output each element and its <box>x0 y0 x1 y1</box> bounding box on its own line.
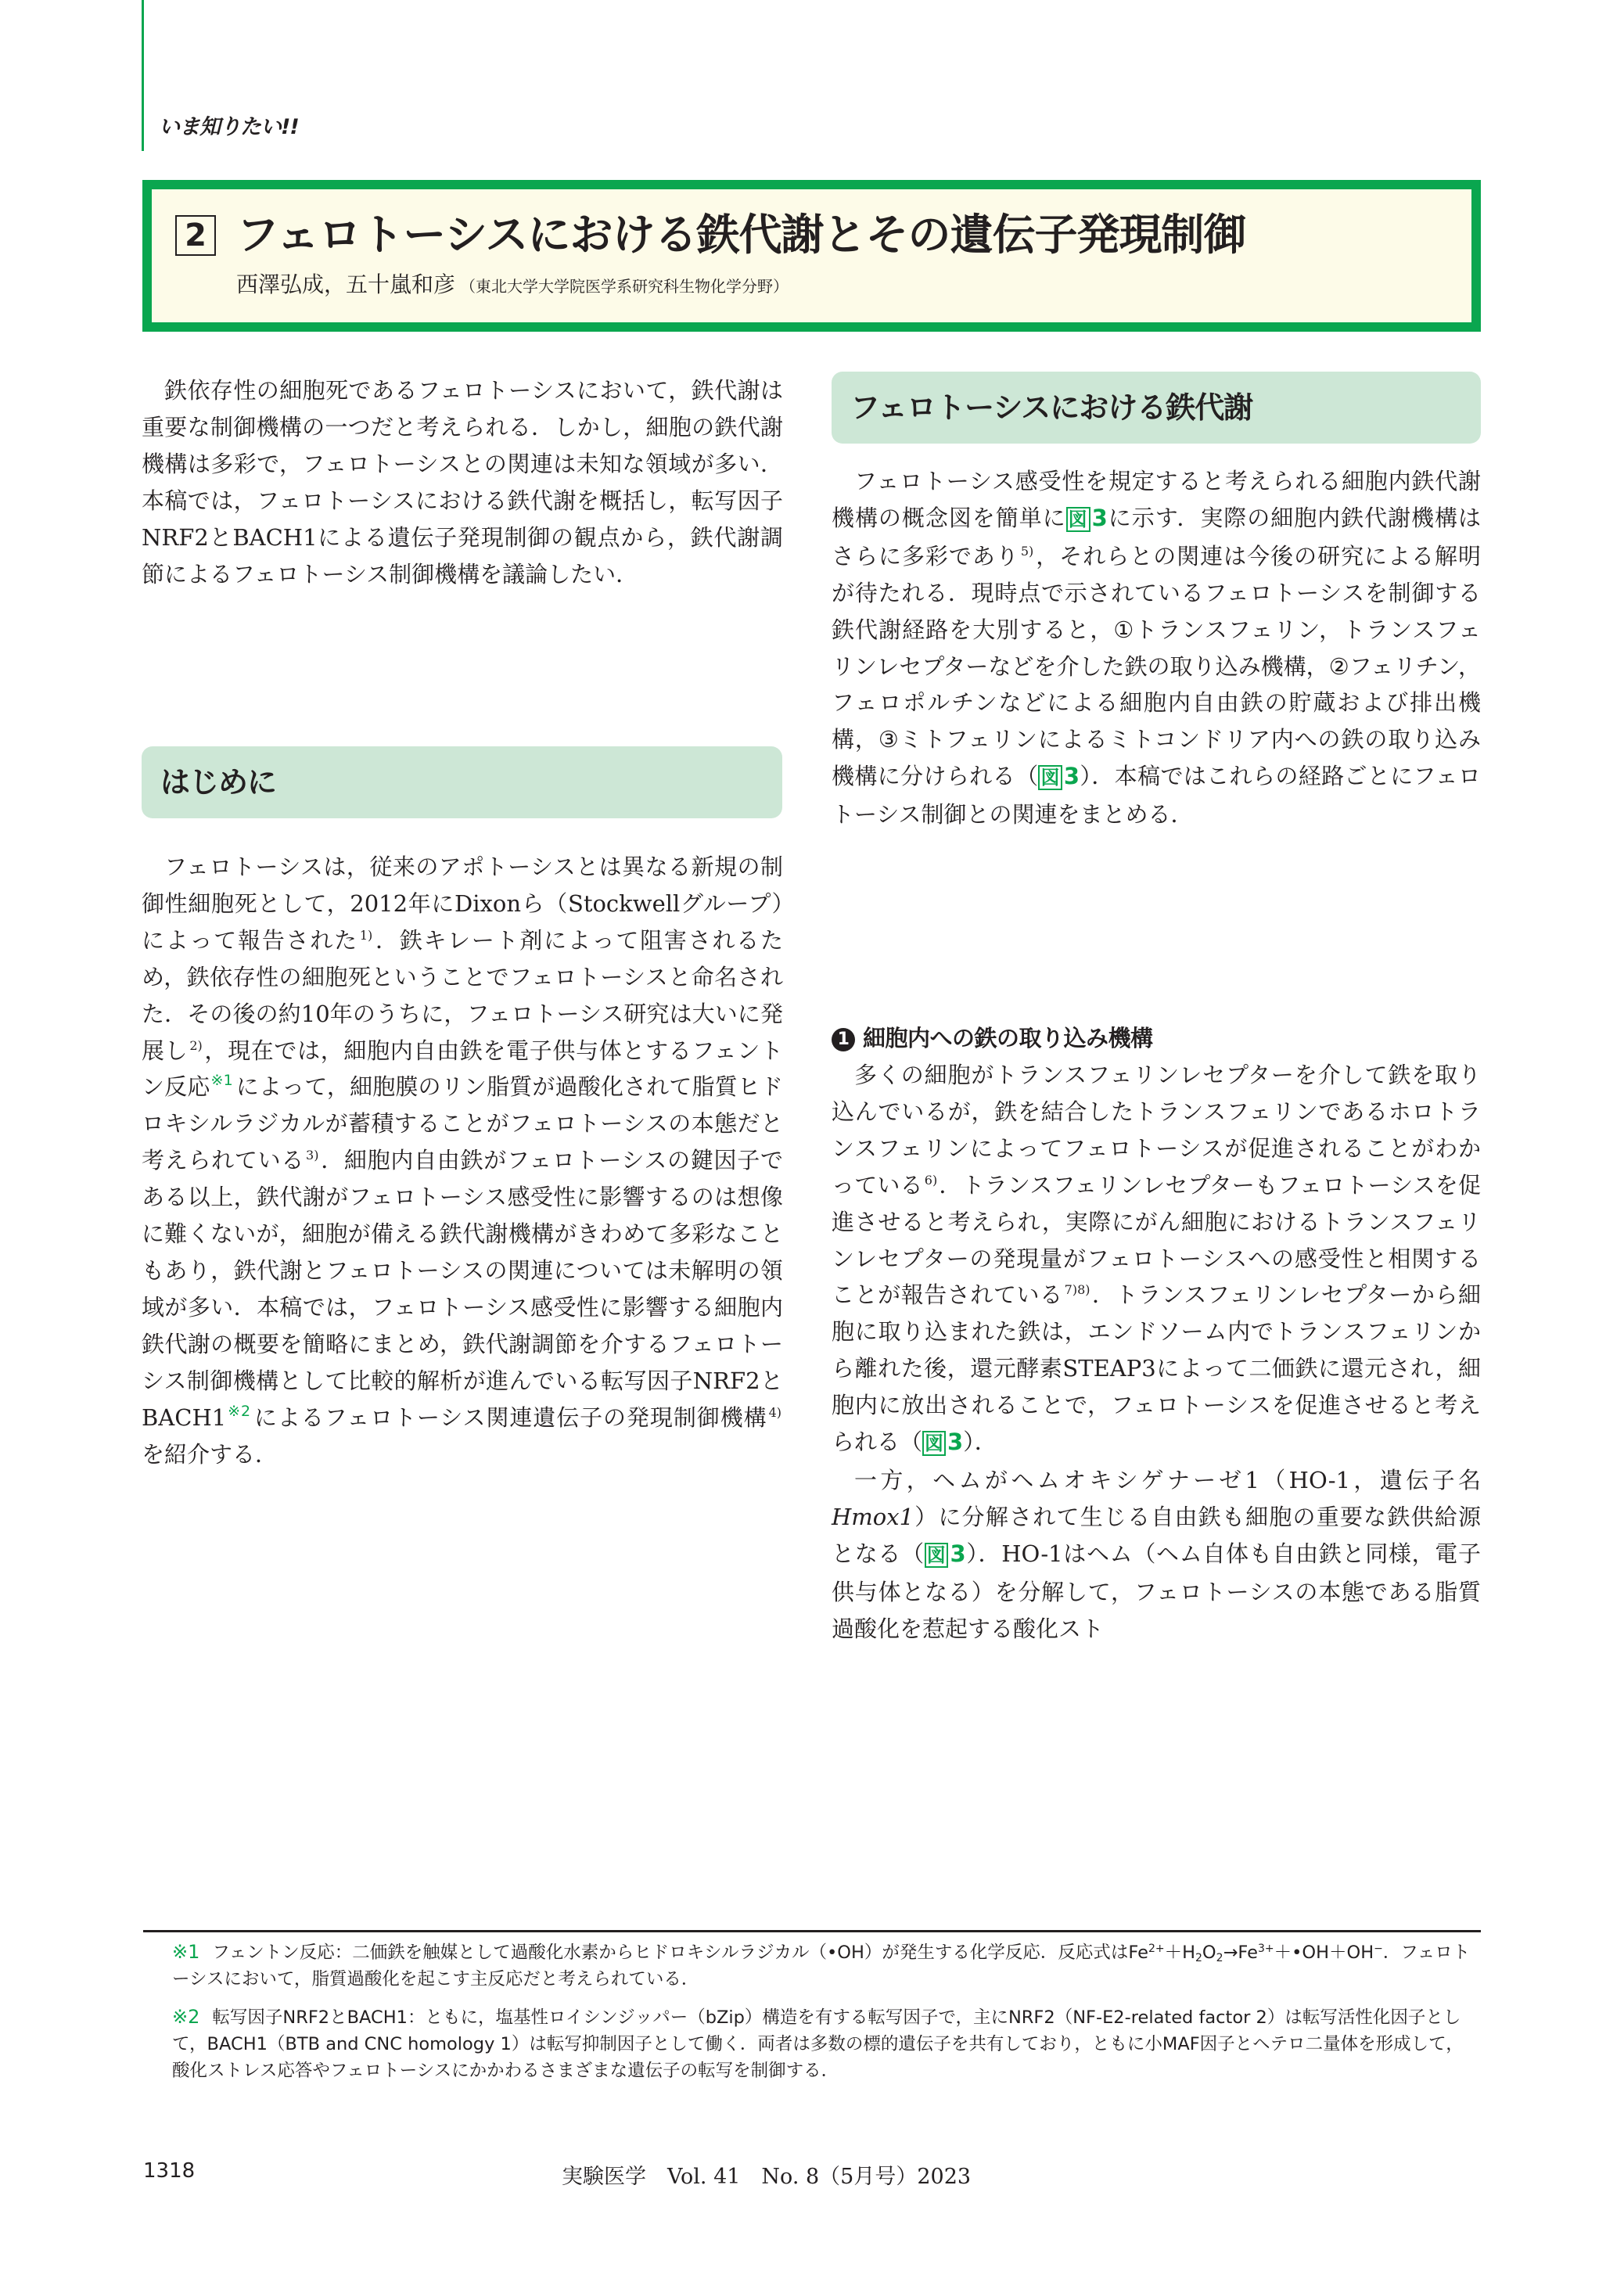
text-run: ）．本稿ではこれらの経路ごとにフェロトーシス制御との関連をまとめる． <box>832 763 1481 828</box>
text-run: 転写因子NRF2とBACH1：ともに，塩基性ロイシンジッパー（bZip）構造を有する転写因子で，主にNRF2（NF-E2-related factor 2）は転写活性化因子として，BACH1（BTB and CNC homology 1）は転写抑制因子として働く．両者は多数の標的遺伝子を共有しており，ともに小MAF因子とヘテロ二量体を形成して，酸化ストレス応答やフェロトーシスにかかわるさまざまな遺伝子の転写を制御する． <box>172 2007 1464 2081</box>
text-run: ＋•OH＋OH <box>1274 1943 1374 1963</box>
text-run: ．フェロトーシスにおいて，脂質過酸化を起こす主反応だと考えられている． <box>172 1943 1471 1989</box>
journal-citation: 実験医学 Vol. 41 No. 8（5月号）2023 <box>562 2165 972 2189</box>
text-run: ．細胞内自由鉄がフェロトーシスの鍵因子である以上，鉄代謝がフェロトーシス感受性に影響するのは想像に難くないが，細胞が備える鉄代謝機構がきわめて多彩なこともあり，鉄代謝とフェロトーシスの関連については未解明の領域が多い．本稿では，フェロトーシス感受性に影響する細胞内鉄代謝の概要を簡略にまとめ，鉄代謝調節を介するフェロトーシス制御機構として比較的解析が進んでいる転写因子NRF2とBACH1 <box>142 1147 783 1431</box>
text-run: ．トランスフェリンレセプターもフェロトーシスを促進させると考えられ，実際にがん細胞におけるトランスフェリンレセプターの発現量がフェロトーシスへの感受性と相関することが報告されている <box>832 1171 1481 1309</box>
figure-ref-label: 図 <box>1066 507 1090 532</box>
text-run: ）． <box>963 1429 997 1456</box>
text-run: O <box>1202 1943 1216 1963</box>
text-run: ．トランスフェリンレセプターから細胞に取り込まれた鉄は，エンドソーム内でトランスフェリンから離れた後，還元酵素STEAP3によって二価鉄に還元され，細胞内に放出されることで，フェロトーシスを促進させると考えられる（ <box>832 1281 1481 1456</box>
figure-ref-number: 3 <box>1063 763 1080 790</box>
footnote-divider <box>143 1930 1481 1932</box>
figure-ref-number: 3 <box>950 1540 966 1567</box>
footnote-mark: ※2 <box>172 2006 200 2028</box>
footnote-mark: ※1 <box>172 1941 200 1963</box>
subsection-title: 細胞内への鉄の取り込み機構 <box>863 1025 1153 1051</box>
text-run: ミトフェリンによるミトコンドリア内への鉄の取り込み機構に分けられる（ <box>832 726 1481 790</box>
iron-paragraph-2 <box>832 1057 1481 1462</box>
text-run: 多くの細胞がトランスフェリンレセプターを介して鉄を取り込んでいるが，鉄を結合したトランスフェリンであるホロトランスフェリンによってフェロトーシスが促進されることがわかっている <box>832 1062 1482 1199</box>
text-run: フェロトーシス感受性を規定すると考えられる細胞内鉄代謝機構の概念図を簡単に <box>832 468 1481 531</box>
text-run: トランスフェリン，トランスフェリンレセプターなどを介した鉄の取り込み機構， <box>832 616 1481 680</box>
footnote-2 <box>172 2004 1471 2084</box>
abstract-paragraph: 鉄依存性の細胞死であるフェロトーシスにおいて，鉄代謝は重要な制御機構の一つだと考えられる．しかし，細胞の鉄代謝機構は多彩で，フェロトーシスとの関連は未知な領域が多い．本稿では，フェロトーシスにおける鉄代謝を概括し，転写因子NRF2とBACH1による遺伝子発現制御の観点から，鉄代謝調節によるフェロトーシス制御機構を議論したい． <box>142 377 783 588</box>
subscript: 2 <box>1216 1952 1223 1964</box>
text-run: ）．HO-1はヘム（ヘム自体も自由鉄と同様，電子供与体となる）を分解して，フェロトーシスの本態である脂質過酸化を惹起する酸化スト <box>832 1540 1481 1642</box>
citation-ref[interactable]: 6) <box>924 1172 938 1188</box>
abstract <box>142 372 783 592</box>
text-run: 一方，ヘムがヘムオキシゲナーゼ1（HO-1，遺伝子名 <box>854 1466 1481 1493</box>
text-run: ）に分解されて生じる自由鉄も細胞の重要な鉄供給源となる（ <box>832 1503 1481 1567</box>
affiliation: （東北大学大学院医学系研究科生物化学分野） <box>460 277 789 296</box>
citation-ref[interactable]: 3) <box>306 1148 319 1163</box>
enum-marker: ① <box>1113 616 1135 643</box>
gene-name: Hmox1 <box>832 1503 914 1530</box>
text-run: によって，細胞膜のリン脂質が過酸化されて脂質ヒドロキシルラジカルが蓄積することがフェロトーシスの本態だと考えられている <box>142 1073 783 1174</box>
series-label: いま知りたい!! <box>159 115 299 139</box>
iron-body-2 <box>832 1057 1481 1648</box>
text-run: ，現在では，細胞内自由鉄を電子供与体とするフェントン反応 <box>142 1037 783 1101</box>
figure-ref[interactable] <box>1038 763 1080 789</box>
citation-ref[interactable]: 5) <box>1020 543 1034 559</box>
text-run: ，それらとの関連は今後の研究による解明が待たれる．現時点で示されているフェロトーシスを制御する鉄代謝経路を大別すると， <box>832 542 1481 643</box>
margin-accent-rule <box>142 0 144 151</box>
text-run: を紹介する． <box>142 1440 278 1468</box>
text-run: フェリチン，フェロポルチンなどによる細胞内自由鉄の貯蔵および排出機構， <box>832 652 1482 753</box>
citation-ref[interactable]: 1) <box>359 927 373 943</box>
figure-ref[interactable] <box>922 1429 963 1455</box>
text-run: ．鉄キレート剤によって阻害されるため，鉄依存性の細胞死ということでフェロトーシスと命名された．その後の約10年のうちに，フェロトーシス研究は大いに発展し <box>142 926 783 1064</box>
footnote-1 <box>172 1939 1471 1993</box>
author-line <box>236 269 789 302</box>
intro-paragraph <box>142 849 783 1472</box>
article-title-box <box>142 180 1481 332</box>
subsection-number-badge: 1 <box>832 1028 855 1051</box>
text-run: によるフェロトーシス関連遺伝子の発現制御機構 <box>253 1403 767 1431</box>
article-title: フェロトーシスにおける鉄代謝とその遺伝子発現制御 <box>236 210 1246 260</box>
intro-body <box>142 849 783 1472</box>
iron-paragraph-1 <box>832 463 1481 833</box>
superscript: 3+ <box>1257 1943 1274 1955</box>
citation-ref[interactable]: 2) <box>189 1037 203 1053</box>
figure-ref-number: 3 <box>947 1429 964 1456</box>
text-run: フェロトーシスは，従来のアポトーシスとは異なる新規の制御性細胞死として，2012年にDixonら（Stockwellグループ）によって報告された <box>142 854 783 954</box>
section-heading-iron-metabolism: フェロトーシスにおける鉄代謝 <box>832 372 1481 444</box>
figure-ref-number: 3 <box>1091 504 1108 531</box>
footnotes <box>172 1939 1471 2095</box>
citation-ref[interactable]: 7)8) <box>1064 1282 1090 1298</box>
text-run: →Fe <box>1223 1943 1258 1963</box>
text-run: ＋H <box>1164 1943 1195 1963</box>
text-run: に示す．実際の細胞内鉄代謝機構はさらに多彩であり <box>832 504 1481 570</box>
iron-paragraph-3 <box>832 1462 1481 1648</box>
citation-ref[interactable]: 4) <box>768 1404 781 1420</box>
figure-ref-label: 図 <box>1038 765 1062 790</box>
authors: 西澤弘成，五十嵐和彦 <box>236 271 456 297</box>
figure-ref-label: 図 <box>925 1543 949 1568</box>
figure-ref-label: 図 <box>922 1431 946 1456</box>
text-run: フェントン反応：二価鉄を触媒として過酸化水素からヒドロキシルラジカル（•OH）が発生する化学反応．反応式はFe <box>212 1943 1148 1963</box>
article-number-badge: 2 <box>175 215 216 256</box>
page-number: 1318 <box>143 2159 196 2183</box>
figure-ref[interactable] <box>925 1540 966 1567</box>
enum-marker: ② <box>1328 652 1349 680</box>
footnote-marker[interactable]: ※1 <box>210 1072 233 1090</box>
section-heading-intro: はじめに <box>142 746 782 818</box>
enum-marker: ③ <box>878 726 900 753</box>
superscript: − <box>1374 1943 1383 1955</box>
iron-body-1 <box>832 463 1481 833</box>
subsection-heading-iron-uptake <box>832 1020 1153 1056</box>
superscript: 2+ <box>1148 1943 1165 1955</box>
subscript: 2 <box>1195 1952 1202 1964</box>
footnote-marker[interactable]: ※2 <box>227 1402 251 1420</box>
figure-ref[interactable] <box>1066 505 1108 531</box>
